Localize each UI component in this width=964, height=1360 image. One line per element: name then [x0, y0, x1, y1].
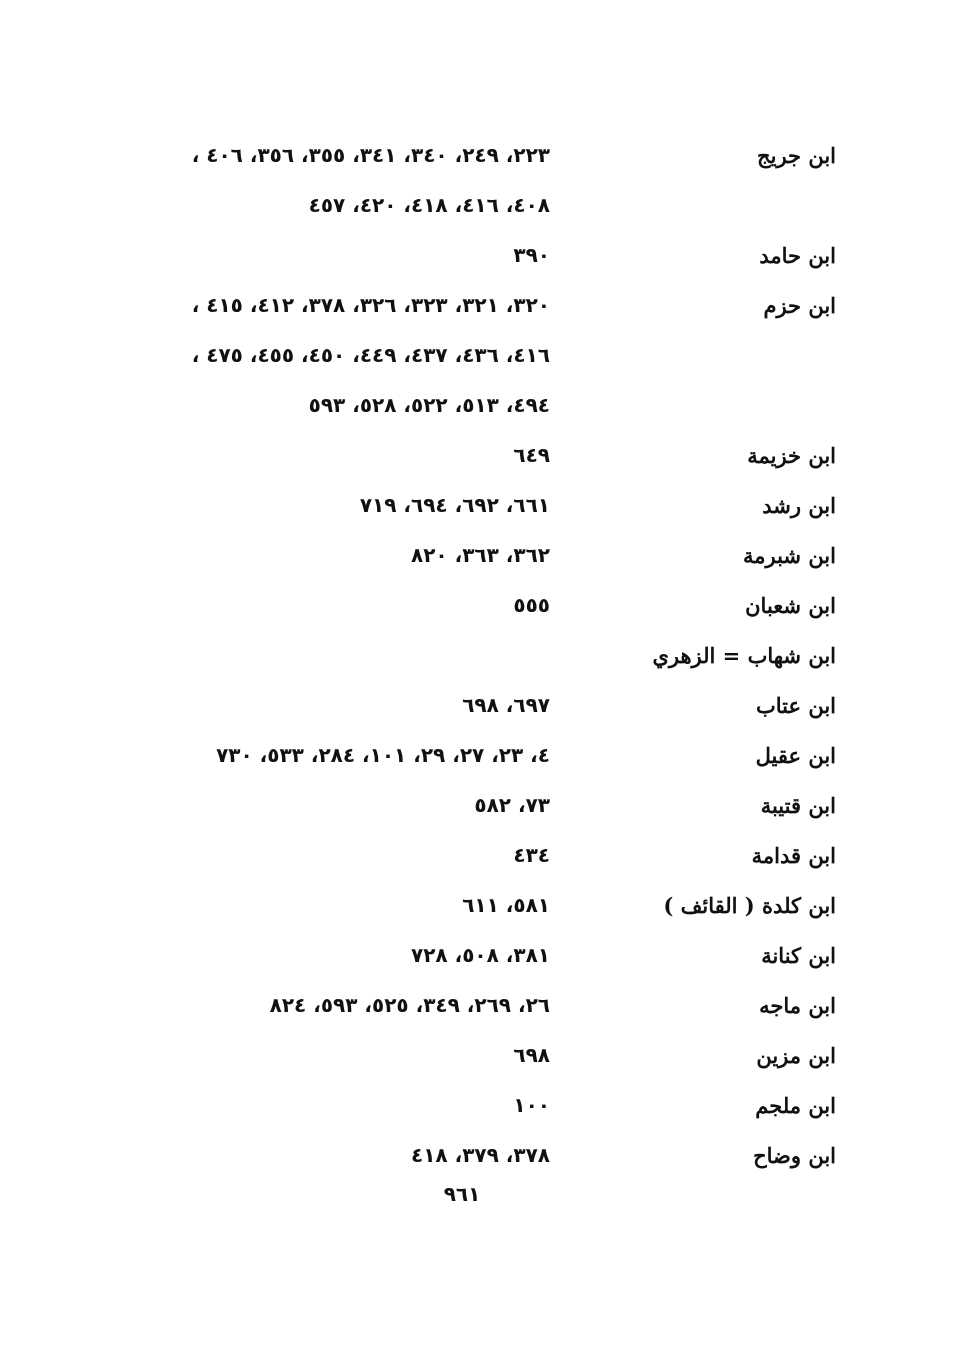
- index-entry-ibn-muzayn: [130, 1030, 836, 1080]
- index-entry-ibn-muljam: [130, 1080, 836, 1130]
- entry-name: ابن جريج: [757, 142, 836, 168]
- entry-name: ابن كنانة: [761, 942, 836, 968]
- entry-pages: ٤٩٤، ٥١٣، ٥٢٢، ٥٢٨، ٥٩٣: [308, 393, 550, 417]
- index-entry-ibn-khuzayma: [130, 430, 836, 480]
- entry-name: ابن ملجم: [755, 1092, 836, 1118]
- entry-pages: ٣٢٠، ٣٢١، ٣٢٣، ٣٢٦، ٣٧٨، ٤١٢، ٤١٥ ،: [191, 293, 550, 317]
- entry-pages: ٧٣، ٥٨٢: [474, 793, 550, 817]
- entry-name: ابن شهاب = الزهري: [652, 642, 836, 668]
- index-entry-continuation: [130, 380, 836, 430]
- index-entry-ibn-aqil: [130, 730, 836, 780]
- entry-name: ابن قتيبة: [760, 792, 836, 818]
- index-entry-continuation: [130, 330, 836, 380]
- entry-name: ابن شعبان: [745, 592, 836, 618]
- entry-pages: ٢٢٣، ٢٤٩، ٣٤٠، ٣٤١، ٣٥٥، ٣٥٦، ٤٠٦ ،: [191, 143, 550, 167]
- entry-name: ابن ماجه: [759, 992, 836, 1018]
- entry-pages: ٢٦، ٢٦٩، ٣٤٩، ٥٢٥، ٥٩٣، ٨٢٤: [269, 993, 550, 1017]
- index-entries: [130, 130, 836, 1180]
- page-number: ٩٦١: [443, 1182, 481, 1206]
- entry-name: ابن كلدة ( القائف ): [663, 892, 836, 918]
- index-entry-ibn-qudama: [130, 830, 836, 880]
- entry-pages: ٦٩٨: [513, 1043, 550, 1067]
- entry-name: ابن شبرمة: [742, 542, 836, 568]
- entry-pages: ٦٤٩: [513, 443, 550, 467]
- entry-pages: ٦٦١، ٦٩٢، ٦٩٤، ٧١٩: [359, 493, 550, 517]
- entry-name: ابن قدامة: [751, 842, 836, 868]
- index-entry-ibn-majah: [130, 980, 836, 1030]
- index-entry-ibn-attab: [130, 680, 836, 730]
- entry-name: ابن عقيل: [755, 742, 836, 768]
- entry-pages: ٤١٦، ٤٣٦، ٤٣٧، ٤٤٩، ٤٥٠، ٤٥٥، ٤٧٥ ،: [191, 343, 550, 367]
- entry-pages: ٣٨١، ٥٠٨، ٧٢٨: [411, 943, 550, 967]
- entry-pages: ١٠٠: [513, 1093, 550, 1117]
- entry-name: ابن مزين: [756, 1042, 836, 1068]
- entry-pages: ٣٩٠: [513, 243, 550, 267]
- entry-pages: ٤٠٨، ٤١٦، ٤١٨، ٤٢٠، ٤٥٧: [308, 193, 550, 217]
- index-entry-ibn-kalda: [130, 880, 836, 930]
- index-entry-continuation: [130, 180, 836, 230]
- index-entry-ibn-shubruma: [130, 530, 836, 580]
- entry-pages: ٤، ٢٣، ٢٧، ٢٩، ١٠١، ٢٨٤، ٥٣٣، ٧٣٠: [216, 743, 550, 767]
- index-entry-ibn-hazm: [130, 280, 836, 330]
- index-entry-ibn-waddah: [130, 1130, 836, 1180]
- index-entry-ibn-jurayj: [130, 130, 836, 180]
- entry-pages: ٥٨١، ٦١١: [462, 893, 550, 917]
- index-entry-ibn-kinana: [130, 930, 836, 980]
- entry-name: ابن رشد: [762, 492, 836, 518]
- index-entry-ibn-shihab: [130, 630, 836, 680]
- entry-pages: ٦٩٧، ٦٩٨: [462, 693, 550, 717]
- entry-pages: ٥٥٥: [513, 593, 550, 617]
- entry-pages: ٤٣٤: [513, 843, 550, 867]
- entry-name: ابن وضاح: [753, 1142, 836, 1168]
- entry-pages: ٣٦٢، ٣٦٣، ٨٢٠: [411, 543, 550, 567]
- index-entry-ibn-shaban: [130, 580, 836, 630]
- entry-name: ابن حزم: [763, 292, 836, 318]
- index-entry-ibn-hamid: [130, 230, 836, 280]
- entry-name: ابن خزيمة: [747, 442, 836, 468]
- entry-name: ابن حامد: [759, 242, 836, 268]
- entry-name: ابن عتاب: [755, 692, 836, 718]
- index-entry-ibn-qutayba: [130, 780, 836, 830]
- index-entry-ibn-rushd: [130, 480, 836, 530]
- entry-pages: ٣٧٨، ٣٧٩، ٤١٨: [411, 1143, 550, 1167]
